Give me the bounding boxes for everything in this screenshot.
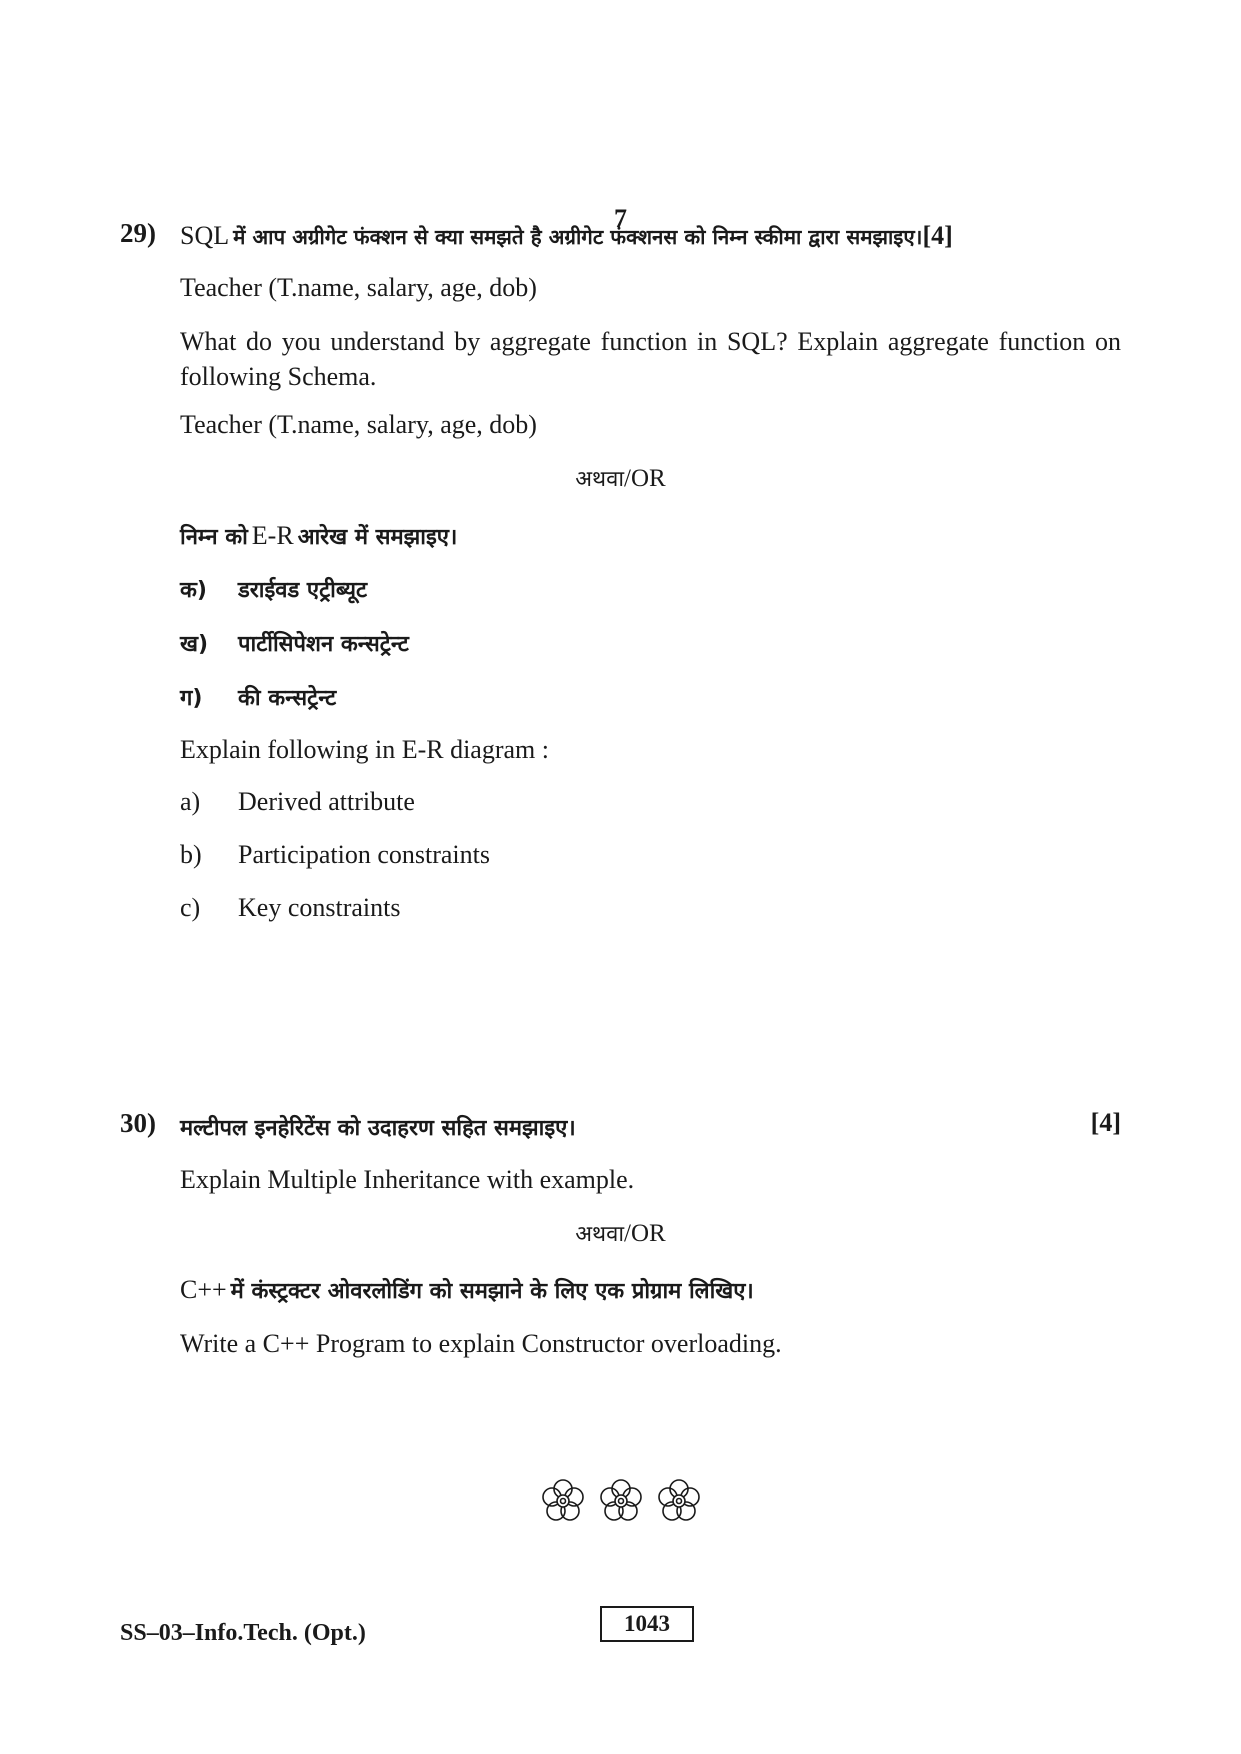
flower-icon (656, 1478, 702, 1524)
alternative-hindi (180, 1272, 1121, 1307)
item-label: ख) (180, 632, 209, 657)
alt-hindi-a: निम्न को (180, 525, 248, 550)
item-label: क) (180, 578, 207, 603)
marks: [4] (1090, 1108, 1121, 1137)
alt-hindi-b: आरेख में समझाइए। (297, 525, 458, 550)
marks: [4] (922, 221, 953, 250)
alt-hindi-prefix: C++ (180, 1275, 227, 1304)
item-label: ग) (180, 686, 203, 711)
hindi-text: में आप अग्रीगेट फंक्शन से क्या समझते है अग्रीगेट फंक्शनस को निम्न स्कीमा द्वारा समझाइए। (233, 225, 923, 249)
hindi-prefix: SQL (180, 221, 230, 250)
alternative-hindi (180, 518, 1121, 553)
question-number: 30) (120, 1108, 156, 1138)
item-text: Derived attribute (238, 787, 415, 816)
question-number: 29) (120, 218, 156, 248)
or-separator (120, 1218, 1121, 1248)
list-item (180, 682, 336, 712)
item-text: डराईवड एट्रीब्यूट (238, 578, 368, 603)
item-label: b) (180, 840, 202, 869)
item-label: a) (180, 787, 201, 816)
or-english: /OR (624, 1220, 666, 1247)
or-separator (120, 463, 1121, 493)
or-hindi: अथवा (575, 1222, 625, 1247)
paper-number-box: 1043 (600, 1606, 694, 1642)
page-number: 7 (614, 204, 627, 233)
schema-line: Teacher (T.name, salary, age, dob) (180, 410, 537, 439)
item-text: Key constraints (238, 893, 401, 922)
list-item (180, 890, 400, 925)
or-hindi: अथवा (575, 467, 625, 492)
question-english: What do you understand by aggregate function in SQL? Explain aggregate function on following Schema. (180, 327, 1121, 391)
paper-code: SS–03–Info.Tech. (Opt.) (120, 1620, 366, 1646)
question-hindi (180, 218, 1121, 253)
alt-hindi-text: में कंस्ट्रक्टर ओवरलोडिंग को समझाने के लिए एक प्रोग्राम लिखिए। (230, 1279, 754, 1304)
flower-icon (598, 1478, 644, 1524)
list-item (180, 628, 409, 658)
list-item (180, 574, 367, 604)
flower-icon (540, 1478, 586, 1524)
question-english: Explain Multiple Inheritance with example. (180, 1165, 635, 1194)
alternative-english: Write a C++ Program to explain Constructor overloading. (180, 1329, 782, 1358)
end-ornament (0, 1478, 1241, 1529)
alternative-english: Explain following in E-R diagram : (180, 735, 549, 764)
item-label: c) (180, 893, 201, 922)
schema-line: Teacher (T.name, salary, age, dob) (180, 273, 537, 302)
or-english: /OR (624, 465, 666, 492)
item-text: पार्टीसिपेशन कन्सट्रेन्ट (238, 632, 409, 657)
alt-hindi-er: E-R (251, 521, 294, 550)
question-hindi: मल्टीपल इनहेरिटेंस को उदाहरण सहित समझाइए। (180, 1116, 576, 1141)
list-item (180, 784, 415, 819)
item-text: Participation constraints (238, 840, 491, 869)
item-text: की कन्सट्रेन्ट (238, 686, 337, 711)
list-item (180, 837, 490, 872)
